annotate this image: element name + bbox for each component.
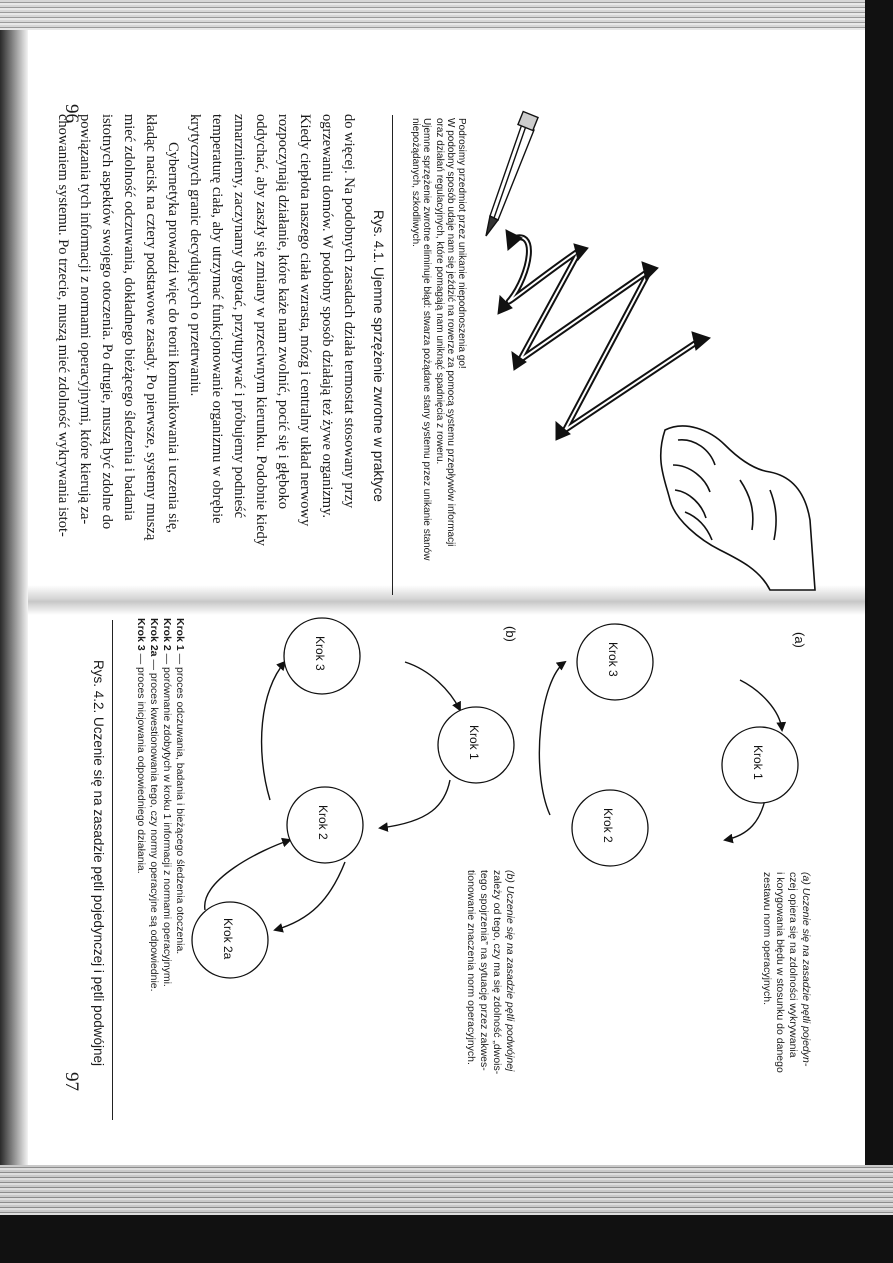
body-line: istotnych aspektów swojego otoczenia. Po drugie, muszą być zdolne do bbox=[99, 114, 115, 530]
panel-a-label: (a) bbox=[792, 632, 807, 648]
body-line: do więcej. Na podobnych zasadach działa termostat stosowany przy bbox=[341, 114, 357, 509]
body-line: chowaniem systemu. Po trzecie, muszą mieć zdolność wykrywania istot- bbox=[55, 114, 71, 537]
body-line: mieć zdolność odczuwania, dokładnego bieżącego śledzenia i badania bbox=[121, 114, 137, 521]
page-number-right: 97 bbox=[61, 1072, 82, 1091]
body-line: rozpoczynają działanie, które każe nam zwolnić, pocić się i głęboko bbox=[275, 114, 291, 509]
node-panel-b bbox=[287, 787, 363, 863]
body-line: powiązania tych informacji z normami operacyjnymi, które kierują za- bbox=[77, 114, 93, 525]
description-line: i korygowania błędu w stosunku do danego bbox=[774, 872, 786, 1073]
caption-line: W podobny sposób udaje nam się jeździć na rowerze za pomocą systemu przepływów informacji bbox=[445, 118, 456, 547]
figure-4-1-illustration bbox=[470, 100, 830, 600]
node-panel-a bbox=[722, 727, 798, 803]
node-label: Krok 1 bbox=[751, 745, 765, 780]
node-panel-b bbox=[438, 707, 514, 783]
legend-text: proces kwestionowania tego, czy normy operacyjne są odpowiednie. bbox=[148, 672, 160, 992]
description-line: (a) Uczenie się na zasadzie pętli pojedyn- bbox=[800, 872, 812, 1067]
description-line: zależy od tego, czy ma się zdolność „dwois- bbox=[491, 870, 503, 1075]
node-label: Krok 3 bbox=[606, 642, 620, 677]
body-line: Kiedy ciepłota naszego ciała wzrasta, mózg i centralny układ nerwowy bbox=[297, 114, 313, 527]
node-panel-b bbox=[192, 902, 268, 978]
node-panel-b bbox=[284, 618, 360, 694]
zigzag-arrows bbox=[498, 230, 710, 440]
node-label: Krok 2 bbox=[601, 808, 615, 843]
legend-text: proces odczuwania, badania i bieżącego śledzenia otoczenia. bbox=[174, 667, 186, 955]
body-line: ogrzewaniu domów. W podobny sposób działają też żywe organizmy. bbox=[319, 114, 335, 519]
figure-4-2-title: Rys. 4.2. Uczenie się na zasadzie pętli pojedynczej i pętli podwójnej bbox=[91, 660, 106, 1066]
legend-text: proces inicjowania odpowiedniego działania. bbox=[135, 667, 147, 874]
scan-border-right bbox=[865, 0, 893, 1263]
legend-item bbox=[148, 618, 160, 992]
book-edge-bottom bbox=[0, 1165, 893, 1263]
legend-text: porównanie zdobytych w kroku 1 informacji z normami operacyjnymi. bbox=[161, 667, 173, 987]
body-line: kładąc nacisk na cztery podstawowe zasady. Po pierwsze, systemy muszą bbox=[143, 114, 159, 541]
legend-dash: — bbox=[148, 659, 160, 670]
node-label: Krok 1 bbox=[467, 725, 481, 760]
legend-dash: — bbox=[135, 653, 147, 665]
caption-line: Ujemne sprzężenie zwrotne eliminuje błąd: stwarza pożądane stany systemu przez unikanie stanów bbox=[421, 118, 432, 561]
hand-illustration bbox=[661, 426, 815, 590]
legend-key: Krok 1 bbox=[174, 618, 186, 651]
body-line: krytycznych granic decydujących o przetrwaniu. bbox=[187, 114, 203, 397]
node-label: Krok 2a bbox=[221, 918, 235, 960]
node-panel-a bbox=[577, 624, 653, 700]
body-line: temperaturę ciała, aby utrzymać funkcjonowanie organizmu w obrębie bbox=[209, 114, 225, 524]
legend-dash: — bbox=[161, 653, 173, 665]
legend-dash: — bbox=[174, 653, 186, 665]
body-line: oddychać, aby zaszły się zmiany w przeciwnym kierunku. Podobnie kiedy bbox=[253, 114, 269, 547]
caption-line: oraz działań regulacyjnych, które pomagają nam uniknąć spadnięcia z roweru. bbox=[434, 118, 445, 465]
figure-4-1-rule bbox=[392, 115, 393, 595]
page-number-left: 96 bbox=[61, 104, 82, 123]
node-panel-a bbox=[572, 790, 648, 866]
figure-4-1-title: Rys. 4.1. Ujemne sprzężenie zwrotne w praktyce bbox=[371, 210, 386, 502]
panel-b-label: (b) bbox=[503, 626, 518, 642]
legend-key: Krok 3 bbox=[135, 618, 147, 651]
figure-4-2-diagram bbox=[160, 600, 840, 1020]
description-line: (b) Uczenie się na zasadzie pętli podwójnej bbox=[504, 870, 516, 1072]
description-line: czej opiera się na zdolności wykrywania bbox=[787, 872, 799, 1058]
body-line: Cybernetyka prowadzi więc do teorii komunikowania i uczenia się, bbox=[165, 142, 181, 533]
body-line: zmarzniemy, zaczynamy dygotać, przytupywać i próbujemy podnieść bbox=[231, 114, 247, 519]
scan-shadow-left bbox=[0, 30, 28, 1170]
description-line: tego spojrzenia” na sytuację przez zakwes- bbox=[478, 870, 490, 1071]
caption-line: niepożądanych, szkodliwych. bbox=[410, 118, 421, 247]
caption-line: Podrosimy przedmiot przez unikanie niepodnoszenia go! bbox=[456, 118, 467, 369]
description-line: zestawu norm operacyjnych. bbox=[761, 872, 773, 1006]
node-label: Krok 3 bbox=[313, 636, 327, 671]
description-line: tionowanie znaczenia norm operacyjnych. bbox=[465, 870, 477, 1065]
legend-key: Krok 2a bbox=[148, 618, 160, 657]
pencil-icon bbox=[486, 112, 538, 236]
book-edge-top bbox=[0, 0, 893, 30]
figure-4-2-rule bbox=[112, 620, 113, 1120]
legend-item bbox=[135, 618, 147, 874]
legend-key: Krok 2 bbox=[161, 618, 173, 651]
node-label: Krok 2 bbox=[316, 805, 330, 840]
